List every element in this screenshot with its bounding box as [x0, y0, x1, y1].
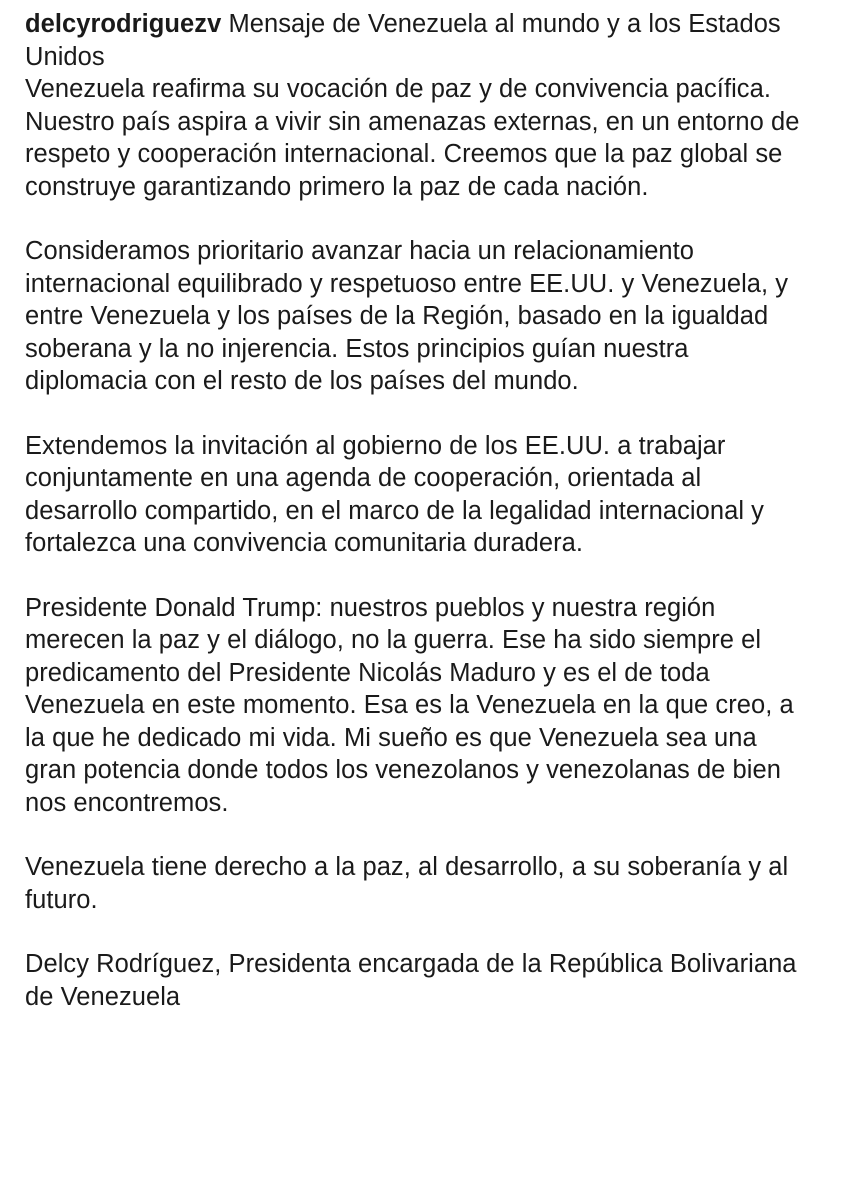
paragraph-rights: Venezuela tiene derecho a la paz, al desarrollo, a su soberanía y al futuro.	[25, 853, 789, 914]
signature: Delcy Rodríguez, Presidenta encargada de la República Bolivariana de Venezuela	[25, 950, 797, 1011]
caption-text	[25, 8, 802, 1013]
paragraph-relations: Consideramos prioritario avanzar hacia un relacionamiento internacional equilibrado y respetuoso entre EE.UU. y Venezuela, y entre Venezuela y los países de la Región, basado en la igualdad soberana y la no injerencia. Estos principios guían nuestra diplomacia con el resto de los países del mundo.	[25, 237, 789, 395]
post-title: Mensaje de Venezuela al mundo y a los Estados Unidos	[25, 10, 781, 71]
paragraph-peace: Venezuela reafirma su vocación de paz y de convivencia pacífica. Nuestro país aspira a vivir sin amenazas externas, en un entorno de respeto y cooperación internacional. Creemos que la paz global se construye garantizando primero la paz de cada nación.	[25, 75, 800, 201]
paragraph-invitation: Extendemos la invitación al gobierno de los EE.UU. a trabajar conjuntamente en una agenda de cooperación, orientada al desarrollo compartido, en el marco de la legalidad internacional y fortalezca una convivencia comunitaria duradera.	[25, 431, 764, 557]
paragraph-trump: Presidente Donald Trump: nuestros pueblos y nuestra región merecen la paz y el diálogo, no la guerra. Ese ha sido siempre el predicamento del Presidente Nicolás Maduro y es el de toda Venezuela en este momento. Esa es la Venezuela en la que creo, a la que he dedicado mi vida. Mi sueño es que Venezuela sea una gran potencia donde todos los venezolanos y venezolanas de bien nos encontremos.	[25, 593, 794, 817]
username-link[interactable]: delcyrodriguezv	[25, 10, 222, 38]
caption-header	[25, 8, 802, 73]
